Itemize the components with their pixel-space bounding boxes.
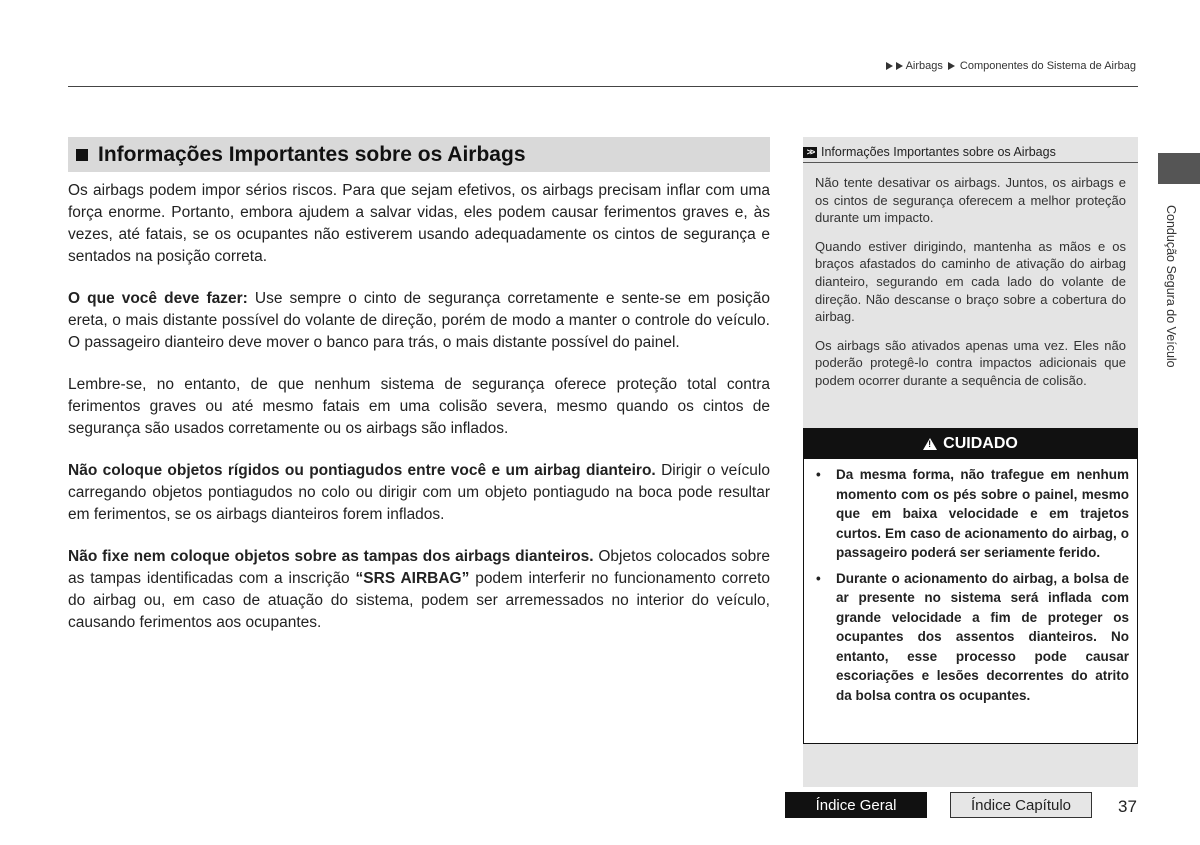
paragraph-what-to-do	[68, 288, 770, 354]
chapter-label: Condução Segura do Veículo	[1164, 205, 1178, 368]
caution-header	[804, 429, 1137, 459]
section-heading	[68, 137, 770, 172]
chapter-index-button[interactable]: Índice Capítulo	[950, 792, 1092, 818]
caution-box	[803, 428, 1138, 744]
triangle-right-icon	[896, 62, 903, 70]
paragraph-sharp-objects-text: Dirigir o veículo carregando objetos pontiagudos no colo ou dirigir com um objeto pontiagudo na boca pode resultar em ferimentos, se os airbags dianteiros forem inflados.	[68, 462, 770, 523]
sidebar-text	[815, 174, 1126, 401]
sidebar-heading	[803, 142, 1138, 163]
main-body	[68, 180, 770, 654]
breadcrumb-item-components[interactable]: Componentes do Sistema de Airbag	[959, 60, 1136, 72]
section-title: Informações Importantes sobre os Airbags	[98, 142, 526, 166]
square-bullet-icon	[76, 149, 88, 161]
header-divider	[68, 86, 1138, 87]
chapter-tab-marker[interactable]	[1158, 153, 1200, 184]
general-index-button[interactable]: Índice Geral	[785, 792, 927, 818]
paragraph-sharp-objects-heading: Não coloque objetos rígidos ou pontiagudos entre você e um airbag dianteiro.	[68, 462, 656, 479]
paragraph-covers-text-b: podem interferir no funcionamento correto do airbag ou, em caso de atuação do sistema, podem ser arremessados no interior do veículo, causando ferimentos aos ocupantes.	[68, 570, 770, 631]
double-arrow-icon: >>	[803, 147, 817, 158]
sidebar-notes	[803, 137, 1138, 787]
page-number: 37	[1118, 797, 1137, 816]
paragraph-covers	[68, 546, 770, 634]
paragraph-covers-text-a: Objetos colocados sobre as tampas identificadas com a inscrição	[68, 548, 770, 587]
paragraph-risks: Os airbags podem impor sérios riscos. Para que sejam efetivos, os airbags precisam inflar com uma força enorme. Portanto, embora ajudem a salvar vidas, eles podem causar ferimentos graves e, às vezes, até fatais, se os ocupantes não estiverem usando adequadamente os cintos de segurança e sentados na posição correta.	[68, 182, 770, 265]
caution-list	[804, 459, 1137, 705]
srs-airbag-label: “SRS AIRBAG”	[355, 570, 470, 587]
breadcrumb	[886, 60, 1136, 72]
sidebar-paragraph: Quando estiver dirigindo, mantenha as mãos e os braços afastados do caminho de ativação do airbag dianteiro, segurando em cada lado do volante de direção. Não descanse o braço sobre a cobertura do airbag.	[815, 238, 1126, 325]
caution-item: • Durante o acionamento do airbag, a bolsa de ar presente no sistema será inflada com grande velocidade a fim de proteger os ocupantes dos assentos dianteiros. No entanto, esse processo pode causar escoriações e lesões decorrentes do atrito da bolsa contra os ocupantes.	[816, 569, 1129, 706]
sidebar-title: Informações Importantes sobre os Airbags	[821, 145, 1056, 159]
paragraph-what-to-do-heading: O que você deve fazer:	[68, 290, 248, 307]
paragraph-covers-heading: Não fixe nem coloque objetos sobre as tampas dos airbags dianteiros.	[68, 548, 594, 565]
breadcrumb-item-airbags[interactable]: Airbags	[905, 60, 943, 72]
triangle-right-icon	[886, 62, 893, 70]
paragraph-sharp-objects	[68, 460, 770, 526]
paragraph-reminder: Lembre-se, no entanto, de que nenhum sistema de segurança oferece proteção total contra ferimentos graves ou até mesmo fatais em uma colisão severa, mesmo quando os cintos de segurança são usados corretamente ou os airbags são inflados.	[68, 376, 770, 437]
sidebar-paragraph: Os airbags são ativados apenas uma vez. Eles não poderão protegê-lo contra impactos adicionais que podem ocorrer durante a sequência de colisão.	[815, 337, 1126, 388]
sidebar-paragraph: Não tente desativar os airbags. Juntos, os airbags e os cintos de segurança oferecem a melhor proteção durante um impacto.	[815, 175, 1126, 226]
warning-icon	[923, 438, 937, 450]
caution-title: CUIDADO	[943, 435, 1018, 452]
triangle-right-icon	[948, 62, 955, 70]
caution-item: • Da mesma forma, não trafegue em nenhum momento com os pés sobre o painel, mesmo que em baixa velocidade e em trajetos curtos. Em caso de acionamento do airbag, o passageiro poderá ser seriamente ferido.	[816, 465, 1129, 563]
paragraph-what-to-do-text: Use sempre o cinto de segurança corretamente e sente-se em posição ereta, o mais distante possível do volante de direção, porém de modo a manter o controle do veículo. O passageiro dianteiro deve mover o banco para trás, o mais distante possível do painel.	[68, 290, 771, 351]
